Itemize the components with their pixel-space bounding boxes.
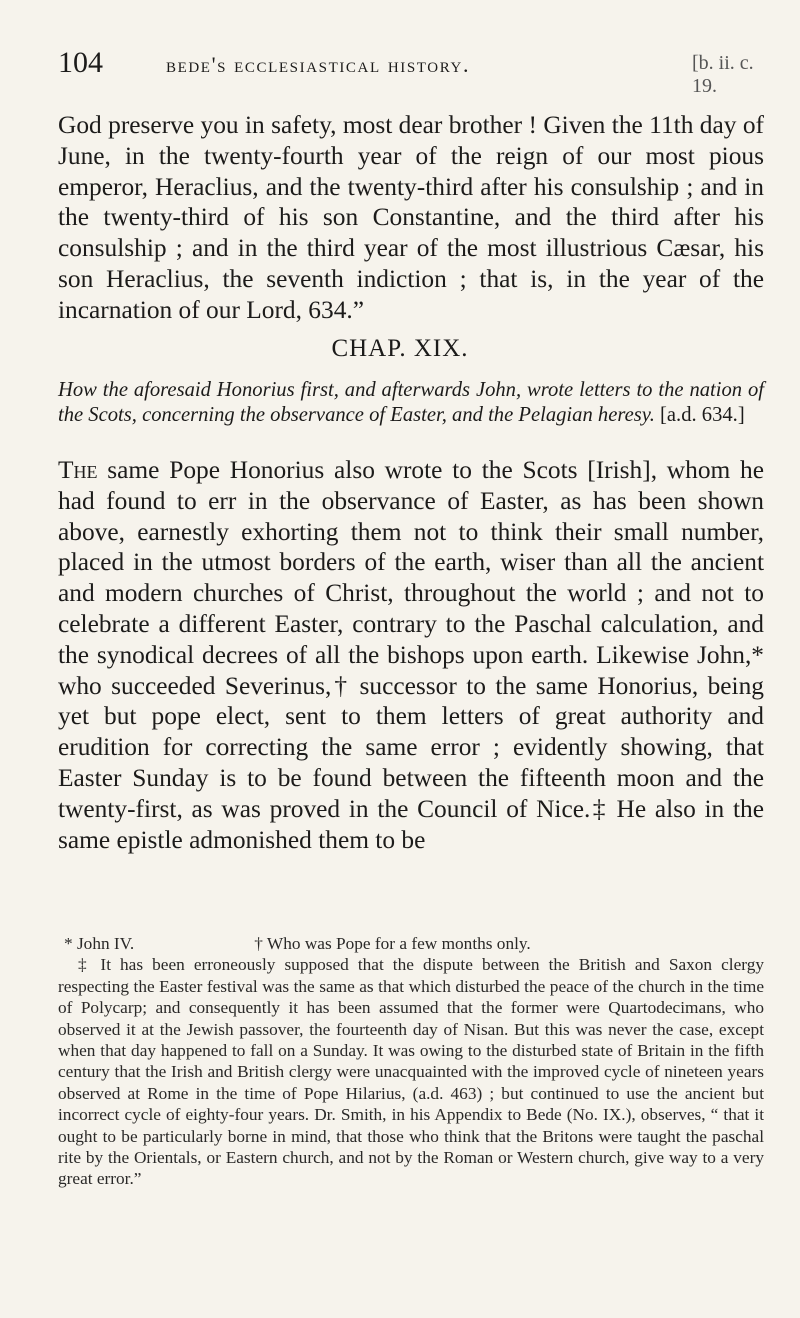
letter-closing-paragraph: God preserve you in safety, most dear brother ! Given the 11th day of June, in the twenty-fourth year of the reign of our most pious emperor, Heraclius, and the twenty-third after his consulship ; and in the twenty-third of his son Constantine, and the third after his consulship ; and in the third year of the most illustrious Cæsar, his son Heraclius, the seventh indiction ; that is, in the year of the incarnation of our Lord, 634.” — [58, 111, 764, 324]
chapter-summary-text: How the aforesaid Honorius first, and afterwards John, wrote letters to the nation of the Scots, concerning the observance of Easter, and the Pelagian heresy. — [58, 379, 764, 426]
running-title: bede's ecclesiastical history. — [166, 52, 471, 77]
footnote-easter-dispute: ‡ It has been erroneously supposed that the dispute between the British and Saxon clergy respecting the Easter festival was the same as that which disturbed the peace of the church in the time of Polycarp; and consequently it has been assumed that the former were Quartodecimans, who observed it at the Jewish passover, the fourteenth day of Nisan. But this was never the case, except when that day happened to fall on a Sunday. It was owing to the disturbed state of Britain in the fifth century that the Irish and British clergy were unacquainted with the improved cycle of nineteen years observed at Rome in the time of Pope Hilarius, (a.d. 463) ; but continued to use the ancient but incorrect cycle of eighty-four years. Dr. Smith, in his Appendix to Bede (No. IX.), observes, “ that it ought to be particularly borne in mind, that those who think that the Britons were taught the paschal rite by the Orientals, or Eastern church, and not by the Roman or Western church, give way to a very great error.” — [58, 955, 764, 1189]
footnote-pope-few-months: † Who was Pope for a few months only. — [254, 934, 531, 953]
chapter-summary — [58, 378, 764, 427]
paragraph-lead-word: The — [58, 456, 98, 484]
page-number: 104 — [58, 46, 103, 79]
chapter-date: [a.d. 634.] — [660, 403, 745, 426]
running-head — [58, 46, 760, 97]
footnote-row — [58, 933, 764, 954]
chapter-heading: CHAP. XIX. — [331, 335, 469, 362]
paragraph-text: same Pope Honorius also wrote to the Scots [Irish], whom he had found to err in the observance of Easter, as has been shown above, earnestly exhorting them not to think their small number, placed in the utmost borders of the earth, wiser than all the ancient and modern churches of Christ, throughout the world ; and not to celebrate a different Easter, contrary to the Paschal calculation, and the synodical decrees of all the bishops upon earth. Likewise John,* who succeeded Severinus,† successor to the same Honorius, being yet but pope elect, sent to them letters of great authority and erudition for correcting the same error ; evidently showing, that Easter Sunday is to be found between the fifteenth moon and the twenty-first, as was proved in the Council of Nice.‡ He also in the same epistle admonished them to be — [58, 456, 764, 854]
footnote-john-iv: * John IV. — [64, 934, 135, 953]
book-chapter-reference: [b. ii. c. 19. — [692, 52, 754, 97]
chapter-body-paragraph — [58, 455, 764, 855]
footnotes — [58, 933, 764, 1190]
